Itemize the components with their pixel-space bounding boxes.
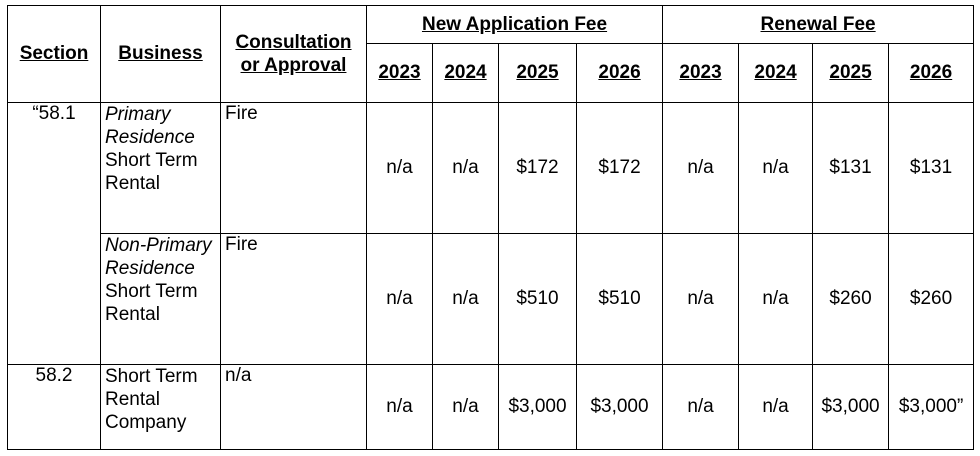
business-italic: Primary Residence bbox=[105, 104, 195, 148]
year-header: 2025 bbox=[813, 44, 889, 103]
fee-table bbox=[7, 5, 974, 450]
fee-cell: n/a bbox=[433, 103, 499, 234]
business-cell bbox=[101, 103, 221, 234]
consultation-cell: Fire bbox=[221, 103, 367, 234]
business-text: Short Term Rental bbox=[105, 150, 198, 194]
fee-cell: n/a bbox=[739, 234, 813, 365]
fee-cell: $260 bbox=[889, 234, 974, 365]
business-cell bbox=[101, 234, 221, 365]
section-cell: “58.1 bbox=[8, 103, 101, 365]
section-header: Section bbox=[8, 6, 101, 103]
year-header: 2024 bbox=[433, 44, 499, 103]
year-header: 2025 bbox=[499, 44, 577, 103]
fee-cell: $510 bbox=[499, 234, 577, 365]
year-header: 2024 bbox=[739, 44, 813, 103]
year-header: 2026 bbox=[889, 44, 974, 103]
fee-cell: $172 bbox=[577, 103, 663, 234]
fee-cell: $3,000 bbox=[577, 365, 663, 450]
fee-cell: $3,000 bbox=[813, 365, 889, 450]
year-header: 2023 bbox=[663, 44, 739, 103]
table-row bbox=[8, 234, 974, 365]
business-italic: Non-Primary Residence bbox=[105, 235, 212, 279]
business-cell: Short Term Rental Company bbox=[101, 365, 221, 450]
header-row-1 bbox=[8, 6, 974, 44]
new-application-fee-header: New Application Fee bbox=[367, 6, 663, 44]
fee-cell: n/a bbox=[663, 365, 739, 450]
consultation-cell: n/a bbox=[221, 365, 367, 450]
fee-cell: $260 bbox=[813, 234, 889, 365]
year-header: 2026 bbox=[577, 44, 663, 103]
fee-cell: n/a bbox=[367, 103, 433, 234]
fee-cell: n/a bbox=[367, 365, 433, 450]
renewal-fee-header: Renewal Fee bbox=[663, 6, 974, 44]
business-text: Short Term Rental bbox=[105, 281, 198, 325]
fee-cell: n/a bbox=[367, 234, 433, 365]
fee-cell: n/a bbox=[663, 103, 739, 234]
business-header: Business bbox=[101, 6, 221, 103]
consultation-header: Consultation or Approval bbox=[221, 6, 367, 103]
fee-cell: n/a bbox=[663, 234, 739, 365]
fee-cell: $3,000” bbox=[889, 365, 974, 450]
fee-cell: n/a bbox=[739, 103, 813, 234]
fee-cell: $510 bbox=[577, 234, 663, 365]
year-header: 2023 bbox=[367, 44, 433, 103]
section-cell: 58.2 bbox=[8, 365, 101, 450]
table-row bbox=[8, 103, 974, 234]
fee-cell: n/a bbox=[433, 234, 499, 365]
fee-cell: n/a bbox=[433, 365, 499, 450]
fee-cell: n/a bbox=[739, 365, 813, 450]
table-row bbox=[8, 365, 974, 450]
fee-cell: $131 bbox=[889, 103, 974, 234]
fee-cell: $3,000 bbox=[499, 365, 577, 450]
consultation-cell: Fire bbox=[221, 234, 367, 365]
fee-cell: $172 bbox=[499, 103, 577, 234]
fee-cell: $131 bbox=[813, 103, 889, 234]
